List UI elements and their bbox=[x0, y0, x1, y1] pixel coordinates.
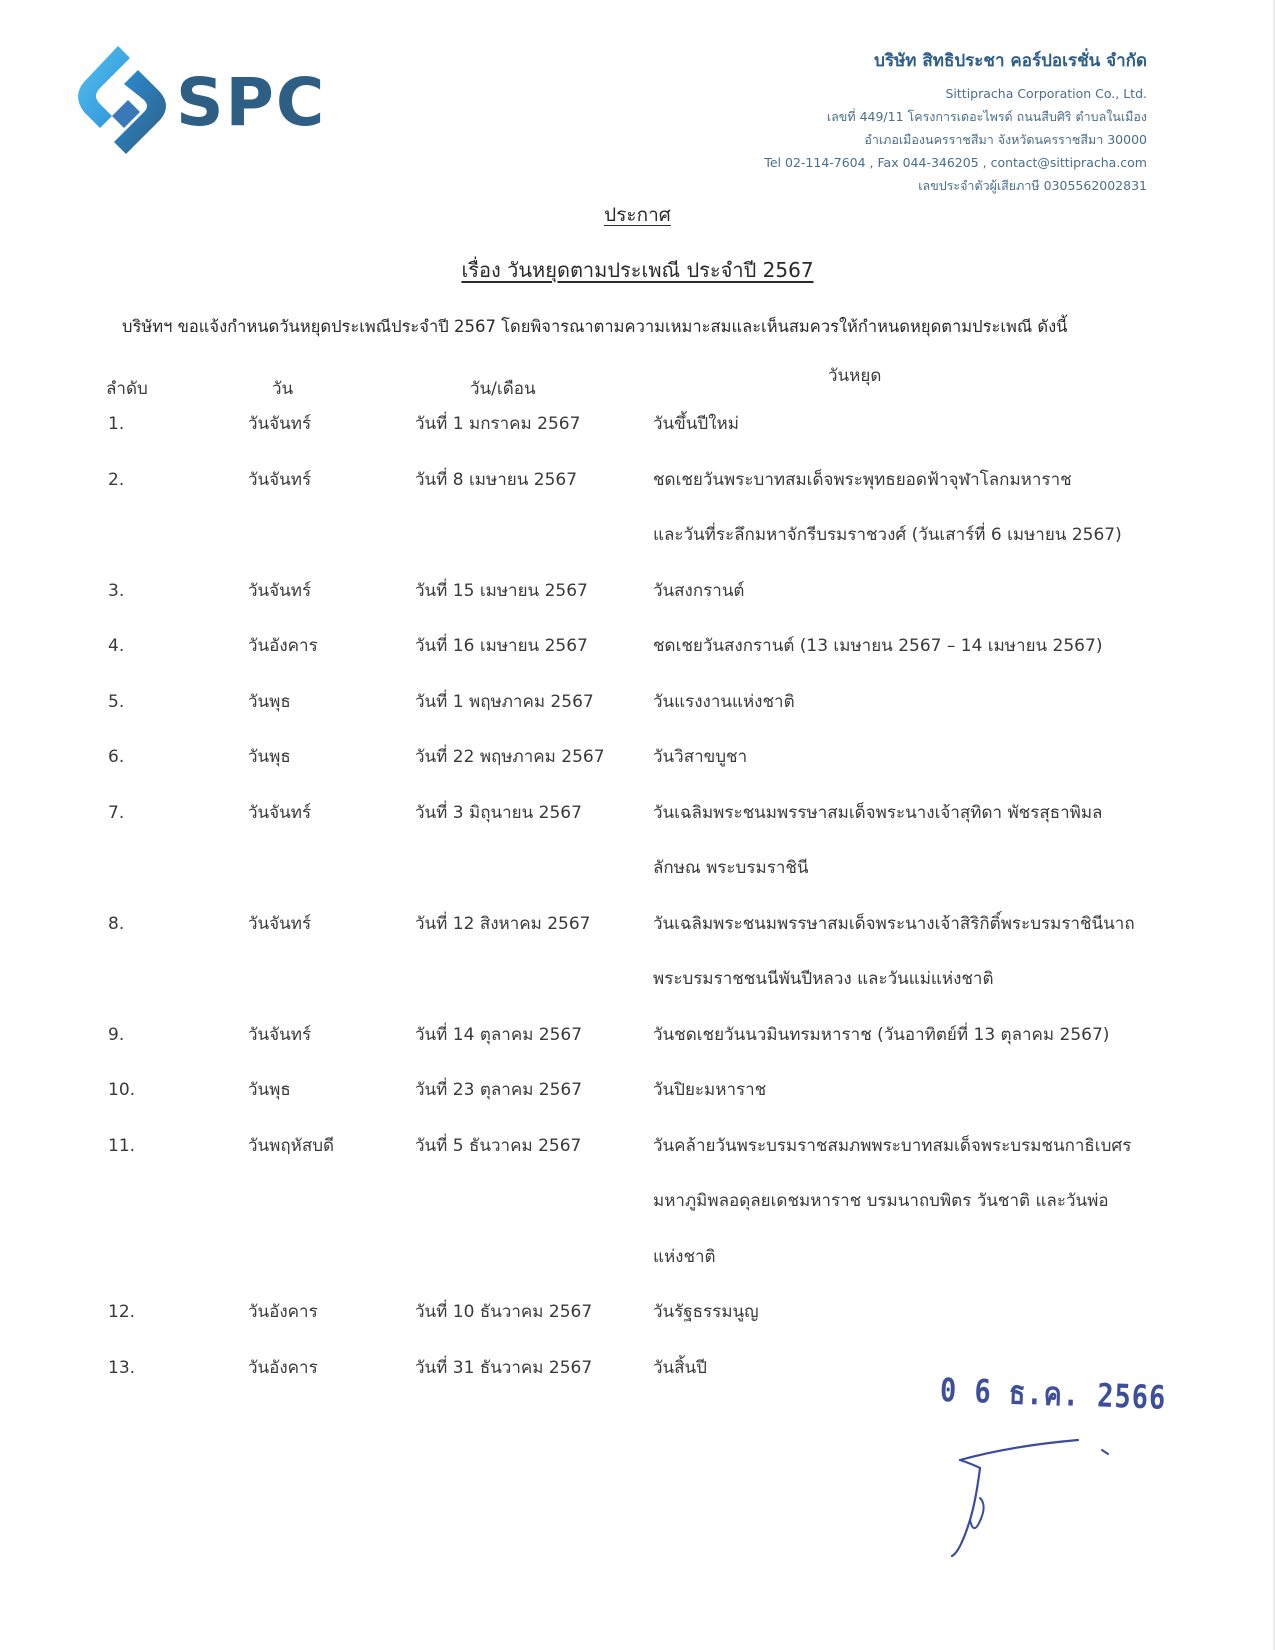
header-name: วันหยุด bbox=[828, 366, 882, 386]
holiday-name-line: ชดเชยวันสงกรานต์ (13 เมษายน 2567 – 14 เมษายน 2567) bbox=[653, 636, 1103, 656]
holiday-name-line: และวันที่ระลึกมหาจักรีบรมราชวงศ์ (วันเสาร์ที่ 6 เมษายน 2567) bbox=[653, 525, 1122, 545]
row-number: 11. bbox=[108, 1135, 136, 1156]
row-weekday: วันจันทร์ bbox=[248, 414, 312, 434]
holiday-name-line: วันขึ้นปีใหม่ bbox=[653, 414, 739, 434]
company-name-th: บริษัท สิทธิประชา คอร์ปอเรชั่น จำกัด bbox=[874, 51, 1147, 71]
table-row bbox=[100, 1008, 1180, 1064]
row-date: วันที่ 8 เมษายน 2567 bbox=[415, 469, 578, 490]
table-body bbox=[100, 397, 1180, 1396]
company-header bbox=[707, 50, 1147, 197]
table-row bbox=[100, 619, 1180, 675]
row-weekday: วันพฤหัสบดี bbox=[248, 1135, 335, 1156]
row-holiday-name bbox=[653, 786, 1183, 897]
row-weekday: วันอังคาร bbox=[248, 1302, 318, 1322]
row-number: 4. bbox=[108, 636, 125, 656]
holiday-name-line: พระบรมราชชนนีพันปีหลวง และวันแม่แห่งชาติ bbox=[653, 969, 994, 989]
row-number: 9. bbox=[108, 1024, 125, 1045]
row-weekday: วันพุธ bbox=[248, 747, 291, 767]
table-row bbox=[100, 564, 1180, 620]
company-tax-id: เลขประจำตัวผู้เสียภาษี 0305562002831 bbox=[918, 178, 1147, 193]
row-weekday: วันจันทร์ bbox=[248, 802, 312, 823]
holiday-name-line: วันสงกรานต์ bbox=[653, 580, 745, 601]
holiday-name-line: วันสิ้นปี bbox=[653, 1357, 707, 1378]
table-row bbox=[100, 397, 1180, 453]
holiday-name-line: ชดเชยวันพระบาทสมเด็จพระพุทธยอดฟ้าจุฬาโลกมหาราช bbox=[653, 469, 1072, 490]
row-weekday: วันจันทร์ bbox=[248, 913, 312, 934]
holiday-name-line: แห่งชาติ bbox=[653, 1246, 716, 1267]
row-number: 2. bbox=[108, 469, 125, 490]
row-holiday-name bbox=[653, 1008, 1183, 1064]
document-heading: ประกาศ bbox=[604, 204, 671, 226]
row-date: วันที่ 5 ธันวาคม 2567 bbox=[415, 1135, 582, 1156]
row-weekday: วันอังคาร bbox=[248, 1357, 318, 1378]
row-holiday-name bbox=[653, 675, 1183, 731]
company-name-en: Sittipracha Corporation Co., Ltd. bbox=[945, 86, 1147, 101]
row-number: 10. bbox=[108, 1080, 136, 1100]
table-row bbox=[100, 1285, 1180, 1341]
holiday-name-line: วันวิสาขบูชา bbox=[653, 747, 748, 767]
holiday-name-line: ลักษณ พระบรมราชินี bbox=[653, 858, 809, 878]
row-date: วันที่ 31 ธันวาคม 2567 bbox=[415, 1357, 593, 1378]
date-stamp: 0 6 ธ.ค. 2566 bbox=[939, 1372, 1167, 1418]
holiday-name-line: วันรัฐธรรมนูญ bbox=[653, 1302, 759, 1322]
table-row bbox=[100, 675, 1180, 731]
row-holiday-name bbox=[653, 453, 1183, 564]
row-number: 1. bbox=[108, 414, 125, 434]
signature-image bbox=[930, 1420, 1130, 1560]
row-date: วันที่ 15 เมษายน 2567 bbox=[415, 580, 588, 601]
header-no: ลำดับ bbox=[106, 379, 148, 399]
holiday-name-line: มหาภูมิพลอดุลยเดชมหาราช บรมนาถบพิตร วันชาติ และวันพ่อ bbox=[653, 1191, 1109, 1211]
row-date: วันที่ 1 พฤษภาคม 2567 bbox=[415, 691, 594, 712]
row-number: 12. bbox=[108, 1302, 136, 1322]
holiday-name-line: วันแรงงานแห่งชาติ bbox=[653, 691, 795, 712]
row-holiday-name bbox=[653, 1119, 1183, 1286]
row-date: วันที่ 10 ธันวาคม 2567 bbox=[415, 1302, 593, 1322]
row-weekday: วันพุธ bbox=[248, 1080, 291, 1100]
row-weekday: วันอังคาร bbox=[248, 636, 318, 656]
row-number: 6. bbox=[108, 747, 125, 767]
row-date: วันที่ 12 สิงหาคม 2567 bbox=[415, 913, 591, 934]
document-intro: บริษัทฯ ขอแจ้งกำหนดวันหยุดประเพณีประจำปี 2567 โดยพิจารณาตามความเหมาะสมและเห็นสมควรให้กำหนดหยุดตามประเพณี ดังนี้ bbox=[122, 317, 1068, 336]
row-number: 7. bbox=[108, 802, 125, 823]
row-date: วันที่ 1 มกราคม 2567 bbox=[415, 414, 581, 434]
row-number: 13. bbox=[108, 1357, 136, 1378]
row-weekday: วันพุธ bbox=[248, 691, 291, 712]
header-day: วัน bbox=[272, 379, 294, 399]
logo-text: SPC bbox=[176, 64, 327, 141]
row-weekday: วันจันทร์ bbox=[248, 580, 312, 601]
holiday-name-line: วันเฉลิมพระชนมพรรษาสมเด็จพระนางเจ้าสิริกิติ์พระบรมราชินีนาถ bbox=[653, 913, 1135, 934]
row-date: วันที่ 16 เมษายน 2567 bbox=[415, 636, 588, 656]
row-holiday-name bbox=[653, 397, 1183, 453]
header-date: วัน/เดือน bbox=[470, 379, 536, 399]
table-row bbox=[100, 730, 1180, 786]
holiday-table bbox=[100, 362, 1180, 1396]
row-holiday-name bbox=[653, 730, 1183, 786]
holiday-name-line: วันเฉลิมพระชนมพรรษาสมเด็จพระนางเจ้าสุทิดา พัชรสุธาพิมล bbox=[653, 802, 1103, 823]
spc-logo-icon bbox=[78, 44, 178, 159]
row-holiday-name bbox=[653, 619, 1183, 675]
row-date: วันที่ 22 พฤษภาคม 2567 bbox=[415, 747, 605, 767]
row-holiday-name bbox=[653, 1285, 1183, 1341]
row-number: 5. bbox=[108, 691, 125, 712]
holiday-name-line: วันคล้ายวันพระบรมราชสมภพพระบาทสมเด็จพระบรมชนกาธิเบศร bbox=[653, 1135, 1132, 1156]
row-date: วันที่ 3 มิถุนายน 2567 bbox=[415, 802, 582, 823]
row-date: วันที่ 23 ตุลาคม 2567 bbox=[415, 1080, 583, 1100]
holiday-name-line: วันปิยะมหาราช bbox=[653, 1080, 767, 1100]
row-number: 3. bbox=[108, 580, 125, 601]
row-holiday-name bbox=[653, 564, 1183, 620]
table-header-row bbox=[100, 362, 1180, 397]
table-row bbox=[100, 786, 1180, 897]
holiday-name-line: วันชดเชยวันนวมินทรมหาราช (วันอาทิตย์ที่ 13 ตุลาคม 2567) bbox=[653, 1024, 1110, 1045]
table-row bbox=[100, 897, 1180, 1008]
company-address-line1: เลขที่ 449/11 โครงการเดอะไพรด์ ถนนสืบศิริ ตำบลในเมือง bbox=[826, 109, 1147, 124]
table-row bbox=[100, 1119, 1180, 1286]
table-row bbox=[100, 1063, 1180, 1119]
document-subject: เรื่อง วันหยุดตามประเพณี ประจำปี 2567 bbox=[461, 258, 814, 282]
row-date: วันที่ 14 ตุลาคม 2567 bbox=[415, 1024, 583, 1045]
row-weekday: วันจันทร์ bbox=[248, 469, 312, 490]
table-row bbox=[100, 453, 1180, 564]
company-logo bbox=[78, 44, 338, 159]
row-weekday: วันจันทร์ bbox=[248, 1024, 312, 1045]
row-holiday-name bbox=[653, 1063, 1183, 1119]
company-contact: Tel 02-114-7604 , Fax 044-346205 , contact@sittipracha.com bbox=[764, 155, 1147, 170]
row-number: 8. bbox=[108, 913, 125, 934]
row-holiday-name bbox=[653, 897, 1183, 1008]
company-address-line2: อำเภอเมืองนครราชสีมา จังหวัดนครราชสีมา 30000 bbox=[864, 132, 1147, 147]
